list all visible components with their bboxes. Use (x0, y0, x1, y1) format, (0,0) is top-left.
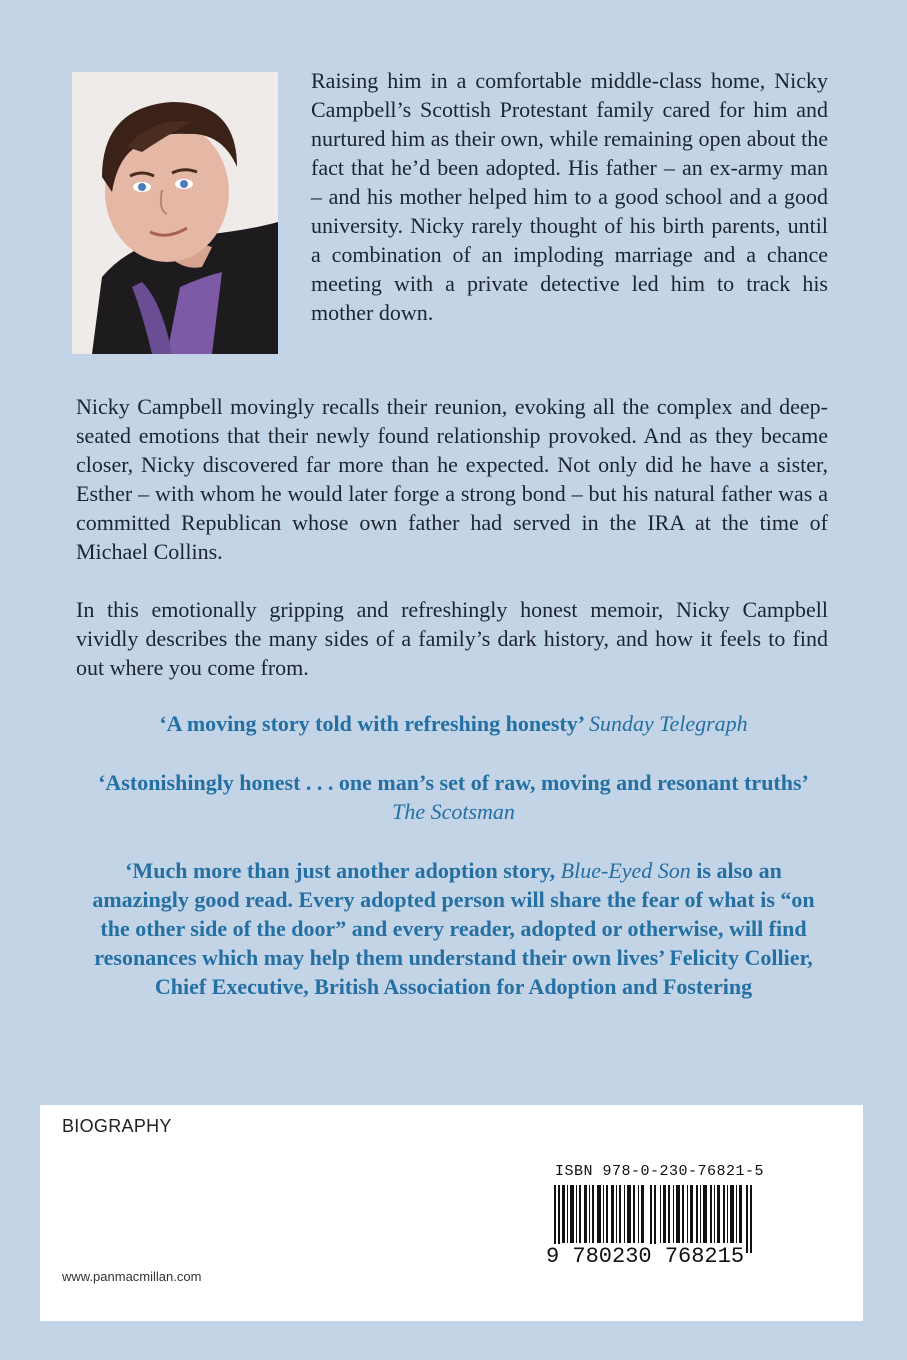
quote-text: ‘A moving story told with refreshing honesty’ (159, 711, 589, 736)
book-title: Blue-Eyed Son (560, 858, 691, 883)
quote-source: Sunday Telegraph (588, 711, 748, 736)
barcode-digits-text: 9 780230 768215 (546, 1244, 745, 1269)
isbn-text: ISBN 978-0-230-76821-5 (555, 1163, 765, 1180)
barcode-panel (40, 1105, 863, 1321)
author-photo (72, 72, 278, 354)
barcode-bars (554, 1185, 756, 1253)
quote-text-start: ‘Much more than just another adoption story, (125, 858, 561, 883)
quote-source: The Scotsman (392, 799, 515, 824)
body-paragraph-3: In this emotionally gripping and refreshingly honest memoir, Nicky Campbell vividly describes the many sides of a family’s dark history, and how it feels to find out where you come from. (76, 597, 828, 680)
author-portrait-image (72, 72, 278, 354)
category-label: BIOGRAPHY (62, 1116, 172, 1136)
review-quote-2 (86, 768, 821, 826)
publisher-website: www.panmacmillan.com (62, 1269, 202, 1284)
quote-text: ‘Astonishingly honest . . . one man’s set of raw, moving and resonant truths’ (98, 770, 809, 795)
quote-text-end: is also an amazingly good read. Every adopted person will share the fear of what is “on the other side of the door” and every reader, adopted or otherwise, will find resonances which may help them understand their own lives’ Felicity Collier, Chief Executive, British Association for Adoption and Fostering (92, 858, 815, 999)
review-quote-3 (86, 856, 821, 1001)
review-quote-1 (86, 709, 821, 738)
body-paragraph-2: Nicky Campbell movingly recalls their reunion, evoking all the complex and deep-seated emotions that their newly found relationship provoked. And as they became closer, Nicky discovered far more than he expected. Not only did he have a sister, Esther – with whom he would later forge a strong bond – but his natural father was a committed Republican whose own father had served in the IRA at the time of Michael Collins. (76, 394, 828, 564)
body-paragraph-1: Raising him in a comfortable middle-class home, Nicky Campbell’s Scottish Protestant family cared for him and nurtured him as their own, while remaining open about the fact that he’d been adopted. His father – an ex-army man – and his mother helped him to a good school and a good university. Nicky rarely thought of his birth parents, until a combination of an imploding marriage and a chance meeting with a private detective led him to track his mother down. (311, 68, 828, 325)
barcode-number (545, 1244, 760, 1269)
